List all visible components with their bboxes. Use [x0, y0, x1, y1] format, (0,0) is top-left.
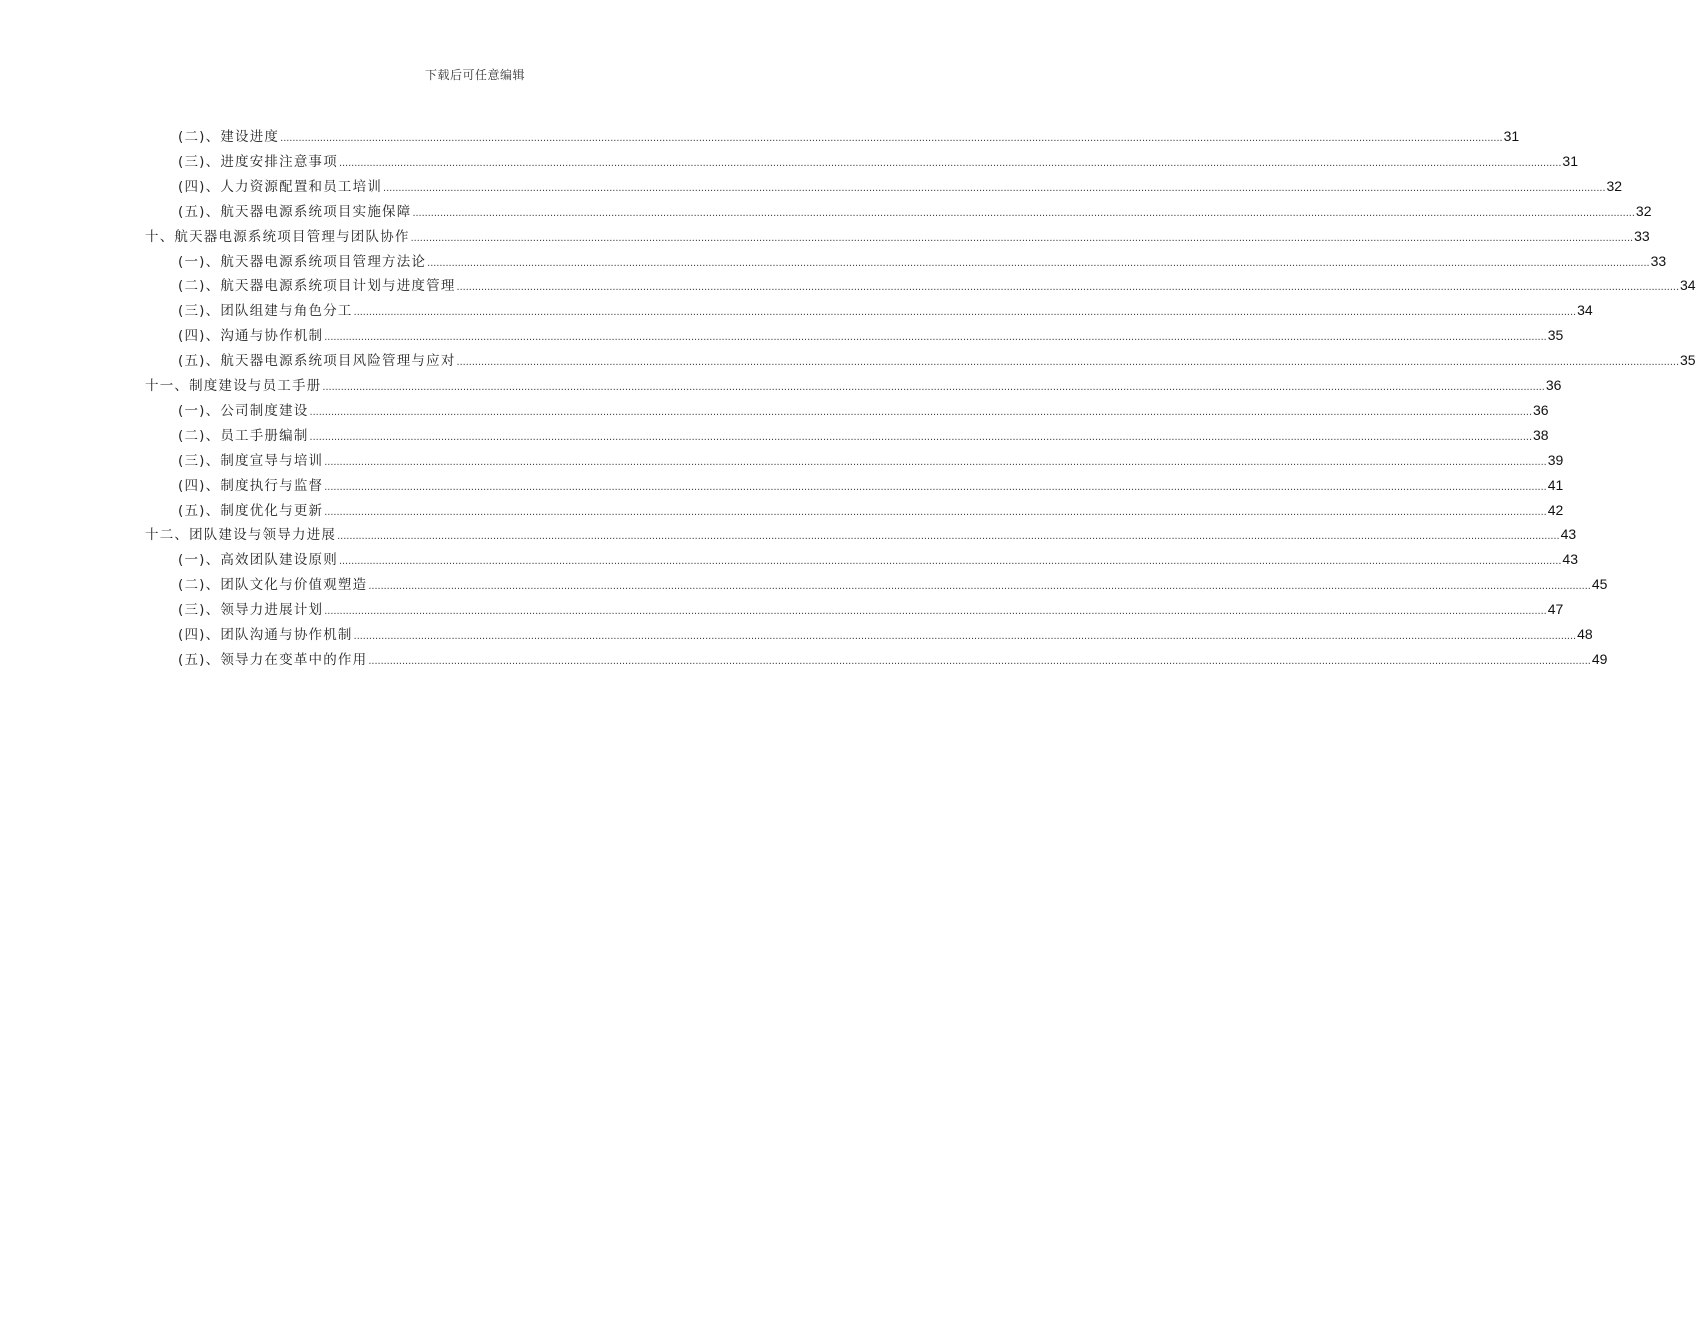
- toc-entry[interactable]: [178, 150, 1578, 175]
- toc-entry-page-number: 35: [1680, 352, 1696, 369]
- toc-entry[interactable]: [178, 648, 1608, 673]
- toc-dot-leader: ................................................................................................................................................................................................................................................................................................................................................................................................................: [280, 132, 1503, 144]
- toc-dot-leader: ................................................................................................................................................................................................................................................................................................................................................................................................................: [368, 580, 1591, 593]
- toc-entry-title: (一)、航天器电源系统项目管理方法论: [178, 253, 427, 270]
- toc-entry-title: (五)、制度优化与更新: [178, 502, 324, 519]
- toc-entry-title: (二)、建设进度: [178, 129, 280, 145]
- toc-entry[interactable]: [178, 573, 1608, 598]
- toc-entry-page-number: 36: [1533, 401, 1549, 418]
- toc-entry[interactable]: [178, 175, 1623, 200]
- toc-dot-leader: ................................................................................................................................................................................................................................................................................................................................................................................................................: [324, 605, 1547, 618]
- toc-entry-page-number: 48: [1577, 626, 1593, 642]
- toc-entry-title: (三)、制度宣导与培训: [178, 452, 324, 469]
- toc-dot-leader: ................................................................................................................................................................................................................................................................................................................................................................................................................: [324, 480, 1547, 493]
- toc-entry[interactable]: [178, 474, 1564, 499]
- toc-dot-leader: ................................................................................................................................................................................................................................................................................................................................................................................................................: [410, 231, 1634, 244]
- toc-entry[interactable]: [178, 299, 1593, 324]
- toc-entry-title: (四)、人力资源配置和员工培训: [178, 178, 383, 195]
- toc-entry-page-number: 38: [1533, 426, 1549, 443]
- toc-entry[interactable]: [178, 424, 1549, 449]
- page-header: 下载后可任意编辑: [424, 68, 525, 82]
- toc-entry-title: (四)、制度执行与监督: [178, 477, 324, 494]
- toc-dot-leader: ................................................................................................................................................................................................................................................................................................................................................................................................................: [412, 206, 1635, 219]
- toc-entry[interactable]: [178, 399, 1549, 424]
- toc-entry[interactable]: [145, 225, 1650, 250]
- toc-dot-leader: ................................................................................................................................................................................................................................................................................................................................................................................................................: [427, 256, 1650, 269]
- toc-dot-leader: ................................................................................................................................................................................................................................................................................................................................................................................................................: [338, 156, 1562, 169]
- toc-entry[interactable]: [178, 623, 1593, 648]
- toc-dot-leader: ................................................................................................................................................................................................................................................................................................................................................................................................................: [309, 405, 1533, 418]
- toc-entry-title: (二)、员工手册编制: [178, 427, 309, 444]
- toc-entry-page-number: 32: [1635, 202, 1652, 219]
- toc-entry-page-number: 33: [1634, 227, 1650, 244]
- toc-entry-title: 十一、制度建设与员工手册: [145, 378, 322, 394]
- toc-entry[interactable]: [178, 548, 1578, 573]
- toc-entry-page-number: 42: [1547, 501, 1564, 518]
- toc-entry[interactable]: [178, 499, 1564, 524]
- toc-entry-page-number: 49: [1591, 650, 1608, 667]
- toc-entry-title: (五)、航天器电源系统项目风险管理与应对: [178, 353, 456, 370]
- toc-entry[interactable]: [145, 523, 1577, 548]
- toc-dot-leader: ................................................................................................................................................................................................................................................................................................................................................................................................................: [324, 505, 1547, 518]
- toc-dot-leader: ................................................................................................................................................................................................................................................................................................................................................................................................................: [368, 654, 1591, 667]
- toc-dot-leader: ................................................................................................................................................................................................................................................................................................................................................................................................................: [309, 430, 1533, 443]
- toc-entry-title: (一)、公司制度建设: [178, 402, 309, 419]
- toc-entry[interactable]: [178, 125, 1520, 150]
- toc-entry[interactable]: [178, 349, 1696, 374]
- toc-entry-page-number: 43: [1560, 526, 1577, 543]
- toc-entry-title: 十二、团队建设与领导力进展: [145, 527, 337, 544]
- toc-entry-page-number: 33: [1650, 252, 1667, 269]
- toc-entry-page-number: 34: [1680, 277, 1696, 294]
- toc-dot-leader: ................................................................................................................................................................................................................................................................................................................................................................................................................: [322, 381, 1545, 393]
- toc-entry[interactable]: [178, 274, 1696, 299]
- toc-entry-title: (四)、沟通与协作机制: [178, 328, 324, 345]
- toc-entry-title: (五)、领导力在变革中的作用: [178, 651, 368, 668]
- toc-entry-page-number: 31: [1503, 128, 1520, 144]
- toc-entry[interactable]: [178, 449, 1564, 474]
- toc-entry-title: (三)、领导力进展计划: [178, 602, 324, 619]
- toc-entry-page-number: 36: [1545, 377, 1562, 393]
- toc-entry-page-number: 35: [1547, 327, 1564, 344]
- toc-entry-page-number: 45: [1591, 576, 1608, 593]
- toc-dot-leader: ................................................................................................................................................................................................................................................................................................................................................................................................................: [337, 530, 1560, 543]
- toc-entry-page-number: 32: [1606, 177, 1623, 194]
- toc-entry-title: (四)、团队沟通与协作机制: [178, 627, 353, 643]
- toc-entry-title: (五)、航天器电源系统项目实施保障: [178, 203, 412, 220]
- toc-dot-leader: ................................................................................................................................................................................................................................................................................................................................................................................................................: [353, 630, 1577, 642]
- toc-dot-leader: ................................................................................................................................................................................................................................................................................................................................................................................................................: [338, 555, 1562, 568]
- toc-entry[interactable]: [178, 598, 1564, 623]
- toc-dot-leader: ................................................................................................................................................................................................................................................................................................................................................................................................................: [456, 356, 1680, 369]
- toc-entry-page-number: 34: [1577, 302, 1593, 319]
- toc-entry-title: (三)、进度安排注意事项: [178, 153, 338, 170]
- toc-entry[interactable]: [178, 324, 1564, 349]
- toc-dot-leader: ................................................................................................................................................................................................................................................................................................................................................................................................................: [456, 281, 1680, 294]
- toc-entry-title: (二)、团队文化与价值观塑造: [178, 577, 368, 594]
- toc-dot-leader: ................................................................................................................................................................................................................................................................................................................................................................................................................: [353, 306, 1577, 319]
- toc-entry[interactable]: [178, 200, 1652, 225]
- toc-entry-title: 十、航天器电源系统项目管理与团队协作: [145, 228, 410, 245]
- toc-entry[interactable]: [145, 374, 1562, 399]
- toc-entry-title: (二)、航天器电源系统项目计划与进度管理: [178, 278, 456, 295]
- toc-entry-title: (三)、团队组建与角色分工: [178, 303, 353, 320]
- toc-dot-leader: ................................................................................................................................................................................................................................................................................................................................................................................................................: [324, 455, 1547, 468]
- toc-entry-title: (一)、高效团队建设原则: [178, 552, 338, 569]
- toc-dot-leader: ................................................................................................................................................................................................................................................................................................................................................................................................................: [383, 181, 1606, 194]
- toc-entry-page-number: 43: [1562, 551, 1578, 568]
- toc-entry-page-number: 31: [1562, 152, 1578, 169]
- toc-entry-page-number: 47: [1547, 601, 1564, 618]
- toc-entry-page-number: 41: [1547, 476, 1564, 493]
- toc-dot-leader: ................................................................................................................................................................................................................................................................................................................................................................................................................: [324, 331, 1547, 344]
- toc-entry[interactable]: [178, 250, 1667, 275]
- toc-entry-page-number: 39: [1547, 451, 1564, 468]
